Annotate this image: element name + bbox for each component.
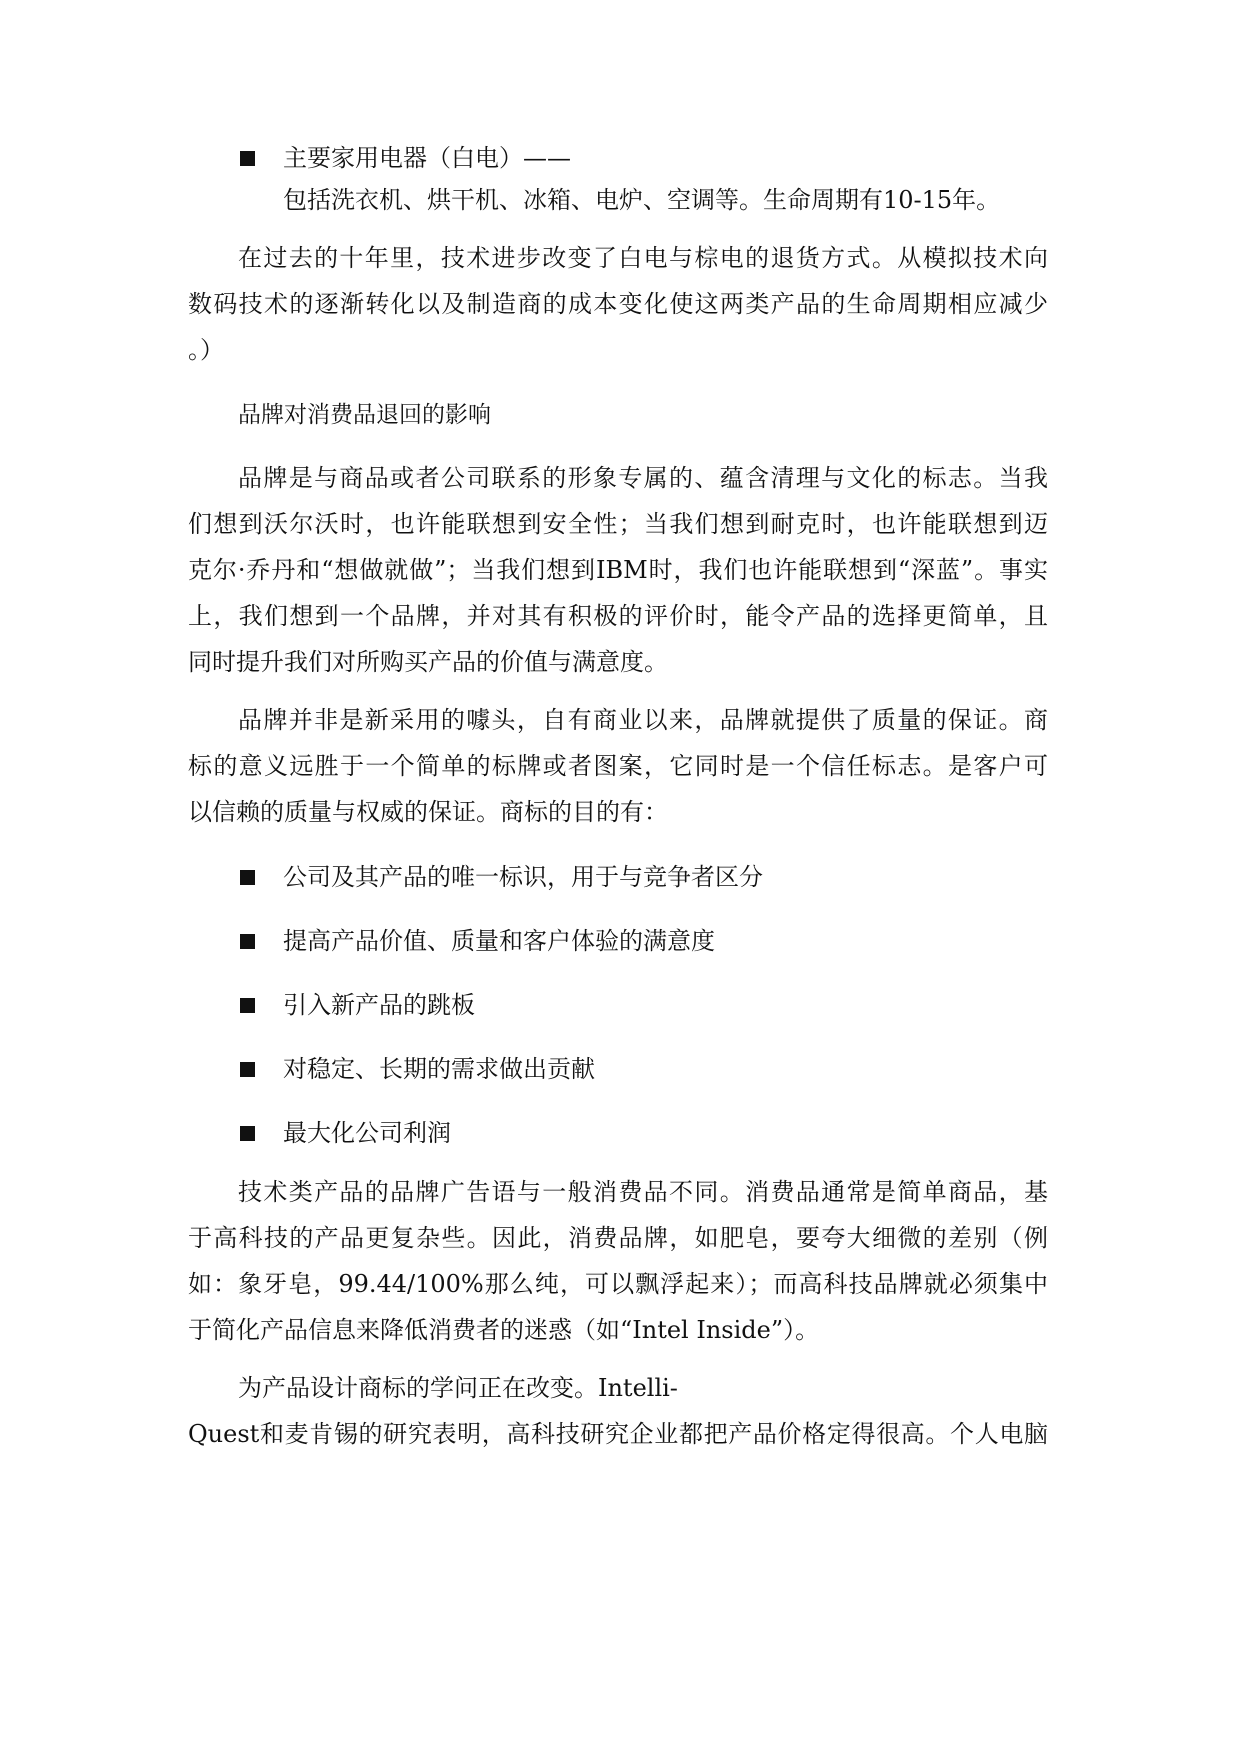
paragraph-line: 技术类产品的品牌广告语与一般消费品不同。消费品通常是简单商品，基 <box>238 1178 1048 1206</box>
paragraph-line: 克尔·乔丹和“想做就做”；当我们想到IBM时，我们也许能联想到“深蓝”。事实 <box>188 556 1048 584</box>
paragraph-line: 。） <box>188 336 224 364</box>
square-bullet-icon <box>240 151 255 166</box>
paragraph-line: 标的意义远胜于一个简单的标牌或者图案，它同时是一个信任标志。是客户可 <box>188 752 1048 780</box>
paragraph-line: 品牌是与商品或者公司联系的形象专属的、蕴含清理与文化的标志。当我 <box>238 464 1048 492</box>
square-bullet-icon <box>240 870 255 885</box>
paragraph-line: 于简化产品信息来降低消费者的迷惑（如“Intel Inside”）。 <box>188 1316 820 1344</box>
square-bullet-icon <box>240 1062 255 1077</box>
bullet-item <box>240 1047 595 1091</box>
bullet-detail-text: 包括洗衣机、烘干机、冰箱、电炉、空调等。生命周期有10-15年。 <box>283 186 1001 214</box>
bullet-text: 对稳定、长期的需求做出贡献 <box>283 1055 595 1083</box>
bullet-item <box>240 983 475 1027</box>
bullet-text: 最大化公司利润 <box>283 1119 451 1147</box>
paragraph-line: 数码技术的逐渐转化以及制造商的成本变化使这两类产品的生命周期相应减少 <box>188 290 1048 318</box>
paragraph-line: 上，我们想到一个品牌，并对其有积极的评价时，能令产品的选择更简单，且 <box>188 602 1048 630</box>
paragraph-line: 品牌并非是新采用的噱头，自有商业以来，品牌就提供了质量的保证。商 <box>238 706 1048 734</box>
bullet-item-white-goods <box>240 136 571 180</box>
square-bullet-icon <box>240 934 255 949</box>
paragraph-line: 们想到沃尔沃时，也许能联想到安全性；当我们想到耐克时，也许能联想到迈 <box>188 510 1048 538</box>
square-bullet-icon <box>240 998 255 1013</box>
paragraph-line: 在过去的十年里，技术进步改变了白电与棕电的退货方式。从模拟技术向 <box>238 244 1048 272</box>
bullet-text: 提高产品价值、质量和客户体验的满意度 <box>283 927 715 955</box>
paragraph-line: 同时提升我们对所购买产品的价值与满意度。 <box>188 648 668 676</box>
bullet-text: 主要家用电器（白电）—— <box>283 144 571 172</box>
bullet-item <box>240 1111 451 1155</box>
paragraph-line: 以信赖的质量与权威的保证。商标的目的有： <box>188 798 668 826</box>
bullet-item <box>240 919 715 963</box>
paragraph-line: 为产品设计商标的学问正在改变。Intelli- <box>238 1374 678 1402</box>
paragraph-line: Quest和麦肯锡的研究表明，高科技研究企业都把产品价格定得很高。个人电脑 <box>188 1420 1048 1448</box>
bullet-item <box>240 855 763 899</box>
paragraph-line: 于高科技的产品更复杂些。因此，消费品牌，如肥皂，要夸大细微的差别（例 <box>188 1224 1048 1252</box>
section-heading: 品牌对消费品退回的影响 <box>238 402 491 428</box>
bullet-text: 公司及其产品的唯一标识，用于与竞争者区分 <box>283 863 763 891</box>
square-bullet-icon <box>240 1126 255 1141</box>
bullet-text: 引入新产品的跳板 <box>283 991 475 1019</box>
paragraph-line: 如：象牙皂，99.44/100%那么纯，可以飘浮起来）；而高科技品牌就必须集中 <box>188 1270 1048 1298</box>
